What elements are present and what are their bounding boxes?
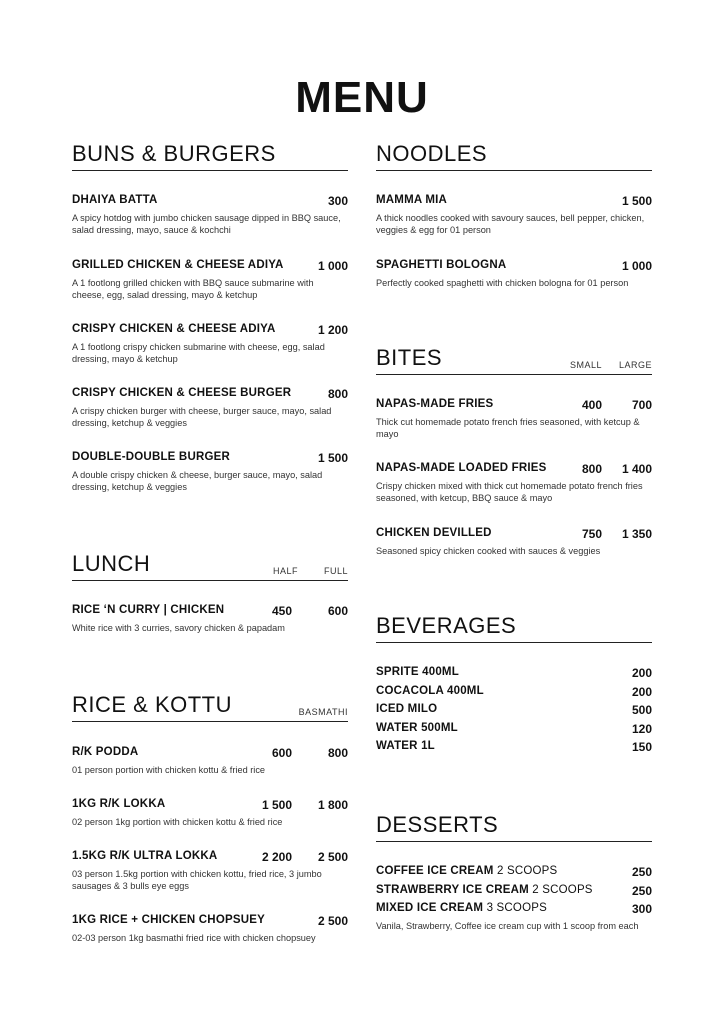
item-name: 1KG R/K LOKKA (72, 798, 166, 810)
menu-item (376, 527, 652, 557)
item-description: 03 person 1.5kg portion with chicken kottu, fried rice, 3 jumbo sausages & 3 bulls eye eggs (72, 869, 322, 891)
menu-item (72, 259, 348, 301)
dessert-list (376, 865, 652, 932)
section-beverages (376, 612, 652, 643)
item-price: 200 (631, 684, 652, 699)
item-price: 200 (631, 666, 652, 680)
item-price: 1 500 (621, 194, 652, 208)
item-price: 300 (327, 194, 348, 208)
menu-item (72, 451, 348, 493)
beverage-item (376, 666, 652, 685)
item-price-2: 800 (327, 746, 348, 760)
section-noodles (376, 140, 652, 171)
section-rice-kottu (72, 691, 348, 722)
item-name: COCACOLA 400ML (376, 684, 484, 697)
item-description: 02 person 1kg portion with chicken kottu & fried rice (72, 817, 283, 827)
item-name: SPAGHETTI BOLOGNA (376, 259, 507, 271)
item-name: NAPAS-MADE LOADED FRIES (376, 462, 547, 474)
column-labels (248, 566, 348, 576)
menu-item (72, 746, 348, 776)
item-price-small: 400 (581, 398, 602, 412)
item-name (376, 884, 593, 896)
beverage-item (376, 685, 652, 704)
column-label-half: HALF (272, 566, 298, 576)
menu-item (376, 259, 652, 289)
item-name: CHICKEN DEVILLED (376, 527, 492, 539)
menu-item (72, 798, 348, 828)
dessert-item (376, 884, 652, 903)
item-name: R/K PODDA (72, 746, 139, 758)
column-labels (299, 707, 348, 717)
section-title: LUNCH (72, 551, 151, 576)
item-description: Perfectly cooked spaghetti with chicken bologna for 01 person (376, 278, 629, 288)
item-price-2: 2 500 (317, 914, 348, 928)
beverage-item (376, 722, 652, 741)
section-title: BUNS & BURGERS (72, 141, 276, 166)
item-price-1: 2 200 (261, 850, 292, 864)
section-title: DESSERTS (376, 812, 499, 837)
column-labels (552, 360, 652, 370)
item-price-1: 600 (271, 746, 292, 760)
menu-item (72, 850, 348, 892)
item-price: 1 500 (317, 451, 348, 465)
item-description: 02-03 person 1kg basmathi fried rice with chicken chopsuey (72, 933, 316, 943)
item-price: 1 200 (317, 323, 348, 337)
section-title: NOODLES (376, 141, 488, 166)
menu-item (72, 323, 348, 365)
section-header (72, 691, 348, 722)
column-label-small: SMALL (569, 360, 602, 370)
item-price-small: 800 (581, 462, 602, 476)
item-name: WATER 500ML (376, 721, 458, 734)
item-price: 800 (327, 387, 348, 401)
menu-item (376, 462, 652, 504)
item-description: Vanila, Strawberry, Coffee ice cream cup with 1 scoop from each (376, 921, 639, 931)
item-price-1: 1 500 (261, 798, 292, 812)
item-price-2: 2 500 (317, 850, 348, 864)
beverage-item (376, 703, 652, 722)
item-note: 2 SCOOPS (532, 883, 593, 896)
item-price: 250 (631, 865, 652, 879)
section-title: BITES (376, 345, 443, 370)
item-price: 1 000 (621, 259, 652, 273)
item-note: 3 SCOOPS (486, 902, 547, 914)
menu-item (72, 604, 348, 634)
menu-item (72, 914, 348, 944)
section-header (72, 550, 348, 581)
item-name: 1KG RICE + CHICKEN CHOPSUEY (72, 914, 265, 926)
menu-item (72, 194, 348, 236)
item-description: Crispy chicken mixed with thick cut homemade potato french fries seasoned, with ketcup, BBQ sauce & mayo (376, 481, 643, 503)
item-description: A spicy hotdog with jumbo chicken sausage dipped in BBQ sauce, salad dressing, mayo, sauce & kochchi (72, 213, 341, 235)
item-price-small: 750 (581, 527, 602, 541)
item-price: 300 (631, 902, 652, 916)
item-name-text: STRAWBERRY ICE CREAM (376, 883, 529, 896)
item-name: GRILLED CHICKEN & CHEESE ADIYA (72, 259, 284, 271)
item-name: SPRITE 400ML (376, 666, 459, 678)
section-bites (376, 344, 652, 375)
column-label-full: FULL (323, 566, 348, 576)
item-description: A 1 footlong grilled chicken with BBQ sauce submarine with cheese, egg, salad dressing, mayo & ketchup (72, 278, 314, 300)
item-name: WATER 1L (376, 740, 435, 752)
item-price-large: 700 (631, 398, 652, 412)
beverage-list (376, 666, 652, 759)
item-description: A thick noodles cooked with savoury sauces, bell pepper, chicken, veggies & egg for 01 person (376, 213, 645, 235)
item-name: 1.5KG R/K ULTRA LOKKA (72, 850, 218, 862)
section-header (376, 612, 652, 643)
item-name: DOUBLE-DOUBLE BURGER (72, 451, 230, 463)
item-description: Thick cut homemade potato french fries seasoned, with ketcup & mayo (376, 417, 640, 439)
item-price-half: 450 (271, 604, 292, 618)
item-name: CRISPY CHICKEN & CHEESE BURGER (72, 387, 292, 399)
item-name: DHAIYA BATTA (72, 194, 158, 206)
page-title: MENU (295, 73, 429, 122)
dessert-item (376, 865, 652, 884)
item-name: MAMMA MIA (376, 194, 447, 206)
item-price: 150 (631, 740, 652, 754)
item-description: A double crispy chicken & cheese, burger sauce, mayo, salad dressing, ketchup & veggies (72, 470, 323, 492)
section-header (376, 140, 652, 171)
item-price-full: 600 (327, 604, 348, 618)
item-price: 1 000 (317, 259, 348, 273)
section-title: BEVERAGES (376, 613, 517, 638)
section-lunch (72, 550, 348, 581)
section-header (376, 811, 652, 842)
item-price: 120 (631, 721, 652, 736)
dessert-item (376, 902, 652, 918)
item-name: CRISPY CHICKEN & CHEESE ADIYA (72, 323, 276, 335)
item-price-2: 1 800 (317, 798, 348, 812)
section-header (376, 344, 652, 375)
item-price: 250 (631, 883, 652, 898)
item-description: Seasoned spicy chicken cooked with sauces & veggies (376, 546, 601, 556)
item-name: ICED MILO (376, 703, 438, 715)
item-description: White rice with 3 curries, savory chicken & papadam (72, 623, 285, 633)
item-price-large: 1 400 (621, 462, 652, 476)
item-name: RICE ‘N CURRY | CHICKEN (72, 604, 225, 616)
menu-item (376, 398, 652, 440)
item-price-large: 1 350 (621, 527, 652, 541)
item-description: A 1 footlong crispy chicken submarine with cheese, egg, salad dressing, mayo & ketchup (72, 342, 325, 364)
section-title: RICE & KOTTU (72, 692, 233, 717)
item-price: 500 (631, 703, 652, 717)
item-name (376, 865, 557, 877)
column-label-large: LARGE (618, 360, 652, 370)
item-name (376, 902, 547, 914)
menu-item (72, 387, 348, 429)
item-name-text: COFFEE ICE CREAM (376, 865, 494, 877)
beverage-item (376, 740, 652, 759)
section-header (72, 140, 348, 171)
column-label-basmathi: BASMATHI (298, 707, 348, 717)
item-description: A crispy chicken burger with cheese, burger sauce, mayo, salad dressing, ketchup & veggies (72, 406, 332, 428)
item-note: 2 SCOOPS (496, 865, 558, 877)
item-name-text: MIXED ICE CREAM (376, 902, 484, 914)
menu-item (376, 194, 652, 236)
section-desserts (376, 811, 652, 842)
section-buns-burgers (72, 140, 348, 171)
item-description: 01 person portion with chicken kottu & fried rice (72, 765, 266, 775)
item-name: NAPAS-MADE FRIES (376, 398, 494, 410)
